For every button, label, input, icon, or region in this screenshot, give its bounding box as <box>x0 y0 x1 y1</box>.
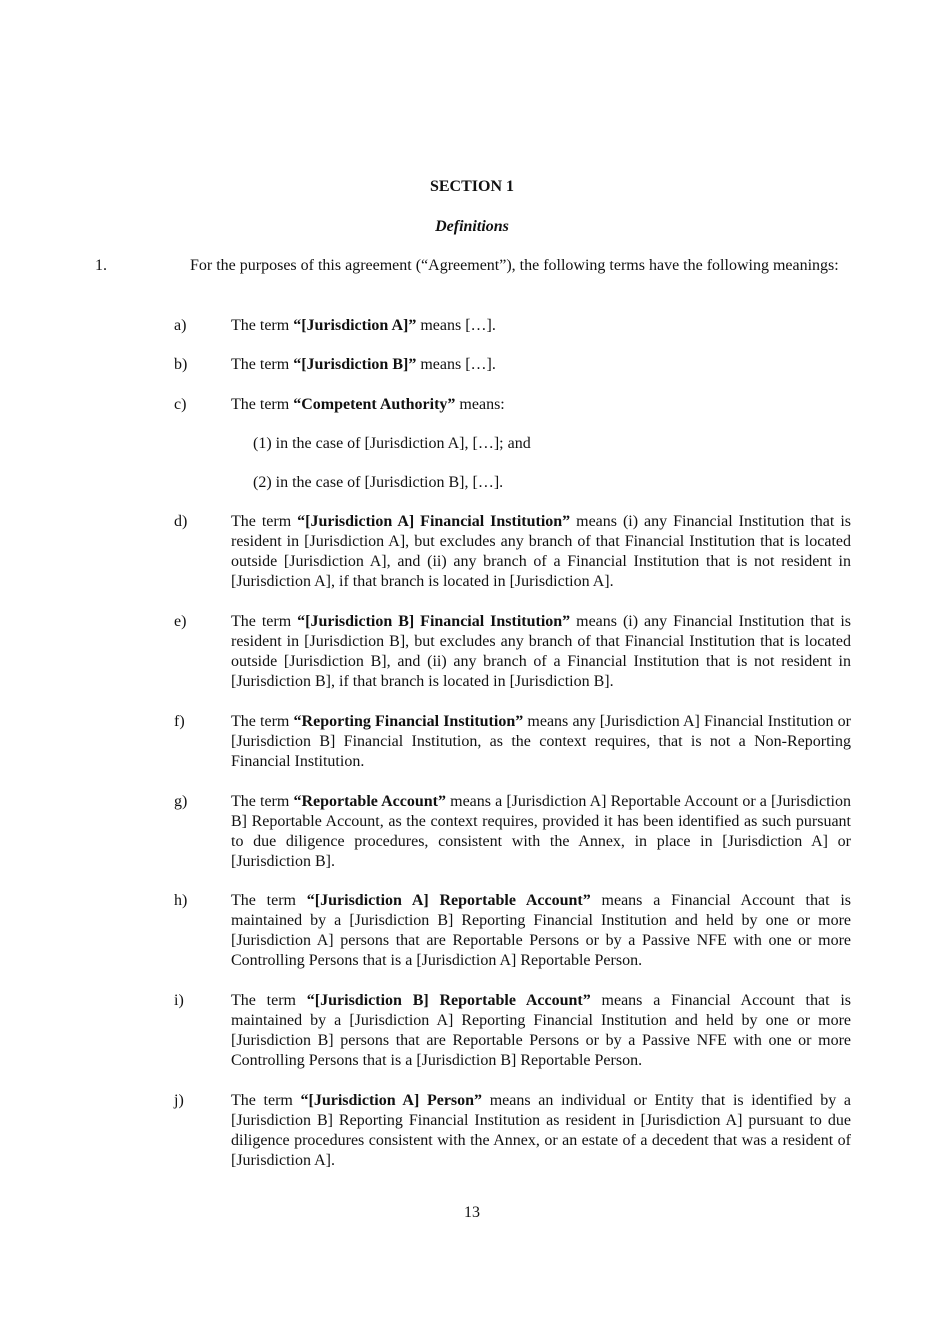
item-letter: d) <box>174 513 188 530</box>
item-text <box>231 792 851 872</box>
intro-text: For the purposes of this agreement (“Agreement”), the following terms have the following meanings: <box>190 257 839 274</box>
defined-term: “[Jurisdiction A] Financial Institution” <box>297 513 571 530</box>
intro-paragraph <box>95 256 851 276</box>
sub-item-number: (2) <box>253 474 272 491</box>
item-text <box>231 355 851 375</box>
section-subheading: Definitions <box>435 218 509 235</box>
section-heading: SECTION 1 <box>429 178 515 195</box>
item-letter: g) <box>174 793 188 810</box>
defined-term: “[Jurisdiction A]” <box>293 317 417 334</box>
item-text-pre: The term <box>231 992 307 1009</box>
defined-term: “[Jurisdiction A] Reportable Account” <box>306 892 591 909</box>
item-text-pre: The term <box>231 1092 301 1109</box>
item-text <box>231 612 851 692</box>
defined-term: “[Jurisdiction B] Financial Institution” <box>297 613 571 630</box>
item-text-post: means (i) any Financial Institution that is resident in [Jurisdiction A], but excludes any branch of that Financial Institution that is located outside [Jurisdiction A], and (ii) any branch of a Financial Institution that is not resident in [Jurisdiction A], if that branch is located in [Jurisdiction A]. <box>231 513 851 590</box>
defined-term: “Reporting Financial Institution” <box>293 713 524 730</box>
item-text-pre: The term <box>231 356 294 373</box>
defined-term: “[Jurisdiction A] Person” <box>300 1092 483 1109</box>
item-text-post: means any [Jurisdiction A] Financial Institution or [Jurisdiction B] Financial Institution, as the context requires, that is not a Non-Reporting Financial Institution. <box>231 713 852 770</box>
item-text-pre: The term <box>231 396 294 413</box>
item-text <box>231 991 851 1071</box>
item-text-post: means: <box>455 396 505 413</box>
item-text-pre: The term <box>231 317 294 334</box>
item-letter: a) <box>174 317 187 334</box>
item-text-pre: The term <box>231 713 294 730</box>
item-text <box>231 891 851 971</box>
item-text <box>231 712 851 772</box>
sub-item-number: (1) <box>253 435 272 452</box>
item-text-post: means a Financial Account that is maintained by a [Jurisdiction B] Reporting Financial Institution and held by one or more [Jurisdiction A] persons that are Reportable Persons or by a Passive NFE with one or more Controlling Persons that is a [Jurisdiction A] Reportable Person. <box>231 892 852 969</box>
item-text <box>231 1091 851 1171</box>
item-text <box>231 395 851 415</box>
sub-item-1 <box>253 434 813 454</box>
item-letter: h) <box>174 892 188 909</box>
intro-number: 1. <box>95 257 107 274</box>
defined-term: “[Jurisdiction B]” <box>293 356 417 373</box>
item-text-post: means […]. <box>416 356 496 373</box>
item-text-pre: The term <box>231 793 294 810</box>
item-text-post: means a [Jurisdiction A] Reportable Account or a [Jurisdiction B] Reportable Account, as the context requires, provided it has been identified as such pursuant to due diligence procedures, consistent with the Annex, in place in [Jurisdiction A] or [Jurisdiction B]. <box>231 793 851 870</box>
item-letter: i) <box>174 992 184 1009</box>
item-text-post: means […]. <box>416 317 496 334</box>
item-text-post: means (i) any Financial Institution that is resident in [Jurisdiction B], but excludes any branch of that Financial Institution that is located outside [Jurisdiction B], and (ii) any branch of a Financial Institution that is not resident in [Jurisdiction B], if that branch is located in [Jurisdiction B]. <box>231 613 851 690</box>
sub-item-text: in the case of [Jurisdiction B], […]. <box>275 474 504 491</box>
defined-term: “Competent Authority” <box>293 396 456 413</box>
item-letter: e) <box>174 613 187 630</box>
item-letter: j) <box>174 1092 184 1109</box>
item-text-post: means a Financial Account that is maintained by a [Jurisdiction A] Reporting Financial Institution and held by one or more [Jurisdiction B] persons that are Reportable Persons or by a Passive NFE with one or more Controlling Persons that is a [Jurisdiction B] Reportable Person. <box>231 992 852 1069</box>
item-text-post: means an individual or Entity that is identified by a [Jurisdiction B] Reporting Financial Institution as resident in [Jurisdiction A] pursuant to due diligence procedures consistent with the Annex, or an estate of a decedent that was a resident of [Jurisdiction A]. <box>231 1092 852 1169</box>
item-text-pre: The term <box>231 892 307 909</box>
defined-term: “Reportable Account” <box>293 793 446 810</box>
item-letter: b) <box>174 356 188 373</box>
item-text <box>231 316 851 336</box>
sub-item-2 <box>253 473 813 493</box>
sub-item-text: in the case of [Jurisdiction A], […]; and <box>275 435 531 452</box>
page-number: 13 <box>464 1204 480 1221</box>
item-letter: f) <box>174 713 185 730</box>
item-text <box>231 512 851 592</box>
item-text-pre: The term <box>231 613 298 630</box>
item-letter: c) <box>174 396 187 413</box>
item-text-pre: The term <box>231 513 298 530</box>
defined-term: “[Jurisdiction B] Reportable Account” <box>306 992 591 1009</box>
